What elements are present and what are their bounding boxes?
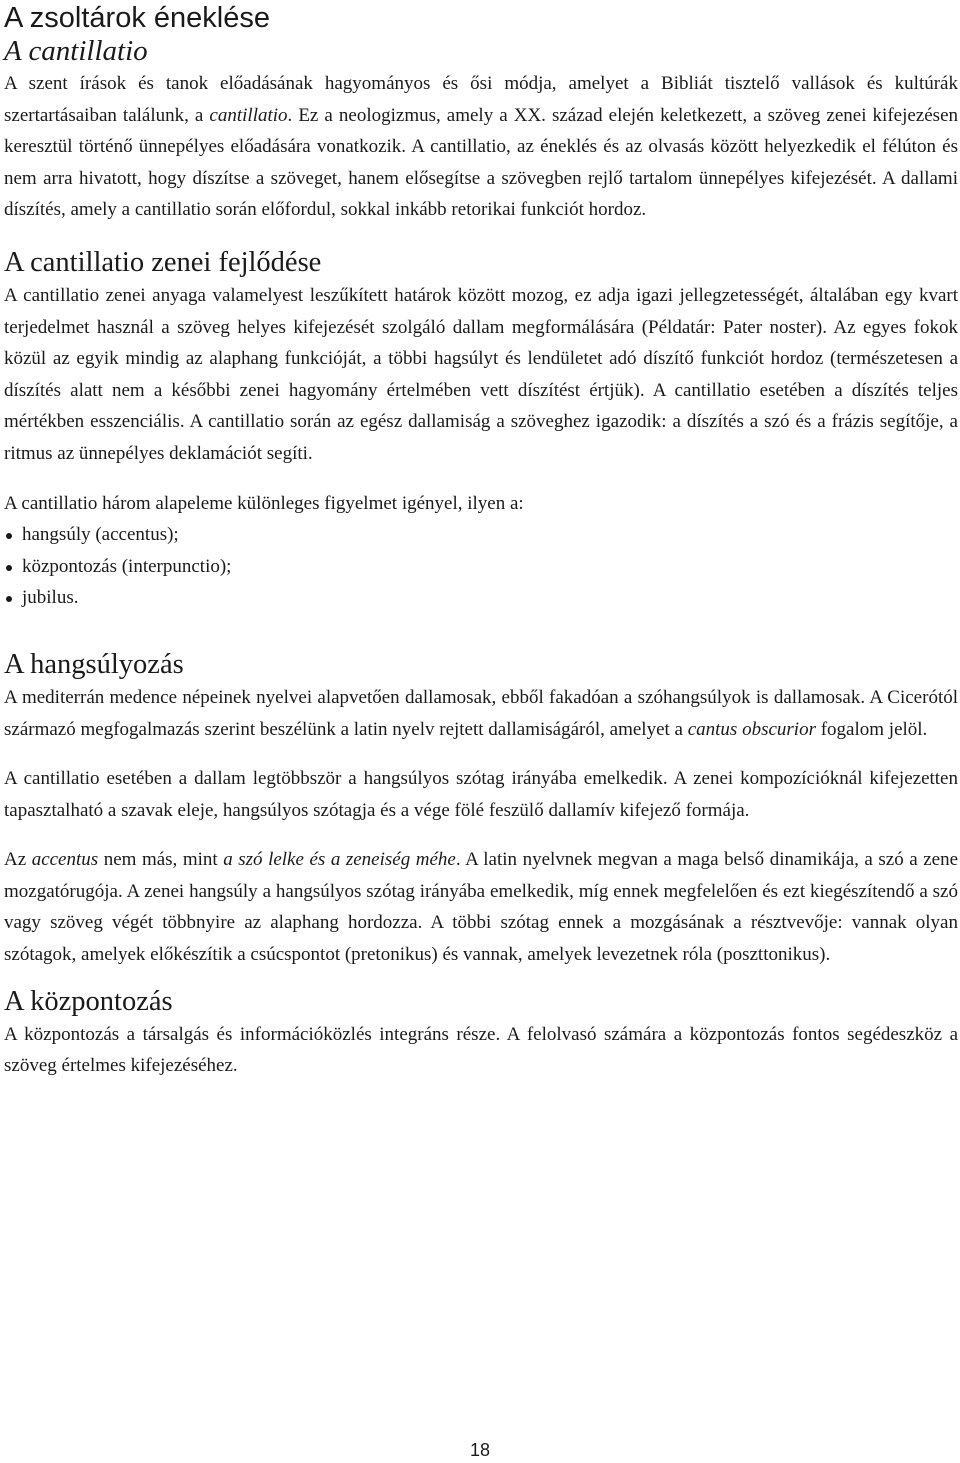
term-cantus-obscurior: cantus obscurior	[687, 718, 816, 740]
term-cantillatio: cantillatio	[209, 104, 288, 126]
document-page	[4, 0, 958, 1082]
section-heading-zenei-fejlodes: A cantillatio zenei fejlődése	[4, 246, 322, 278]
list-item: központozás (interpunctio);	[4, 551, 958, 583]
section-heading-kozpontozas: A központozás	[4, 985, 173, 1017]
paragraph-mediterran: A mediterrán medence népeinek nyelvei alapvetően dallamosak, ebből fakadóan a szóhangsúlyok is dallamosak. A Cicerótól származó megfogalmazás szerint beszélünk a latin nyelv rejtett dallamiságáról, amelyet a cantus obscurior fogalom jelöl.	[4, 686, 958, 740]
list-item: jubilus.	[4, 582, 958, 614]
list-item: hangsúly (accentus);	[4, 519, 958, 551]
section-heading-cantillatio: A cantillatio	[4, 35, 148, 67]
page-number: 18	[469, 1440, 491, 1460]
paragraph-harom-alapelem: A cantillatio három alapeleme különleges figyelmet igényel, ilyen a:	[4, 492, 524, 514]
alapelem-list	[4, 519, 958, 614]
paragraph-accentus: Az accentus nem más, mint a szó lelke és a zeneiség méhe. A latin nyelvnek megvan a maga belső dinamikája, a szó a zene mozgatórugója. A zenei hangsúly a hangsúlyos szótag irányába emelkedik, míg ennek megfelelően és ezt kiegészítendő a szó vagy szöveg végét többnyire az alaphang hordozza. A többi szótag ennek a mozgásának a résztvevője: vannak olyan szótagok, amelyek előkészítik a csúcspontot (pretonikus) és vannak, amelyek levezetnek róla (poszttonikus).	[4, 849, 959, 966]
paragraph-kozpontozas: A központozás a társalgás és információközlés integráns része. A felolvasó számára a központozás fontos segédeszköz a szöveg értelmes kifejezéséhez.	[4, 1023, 958, 1077]
paragraph-dallam-emelkedik: A cantillatio esetében a dallam legtöbbször a hangsúlyos szótag irányába emelkedik. A zenei kompozícióknál kifejezetten tapasztalható a szavak eleje, hangsúlyos szótagja és a vége fölé feszülő dallamív kifejező formája.	[4, 768, 958, 821]
paragraph-zenei-anyag: A cantillatio zenei anyaga valamelyest leszűkített határok között mozog, ez adja igazi jellegzetességét, általában egy kvart terjedelmet használ a szöveg helyes kifejezését szolgáló dallam megformálására (Példatár: Pater noster). Az egyes fokok közül az egyik mindig az alaphang funkcióját, a többi hagsúlyt és lendületet adó díszítő funkciót hordoz (természetesen a díszítés alatt nem a későbbi zenei hagyomány értelmében vett díszítést értjük). A cantillatio esetében a díszítés teljes mértékben esszenciális. A cantillatio során az egész dallamiság a szöveghez igazodik: a díszítés a szó és a frázis segítője, a ritmus az ünnepélyes deklamációt segíti.	[4, 284, 958, 464]
document-title: A zsoltárok éneklése	[4, 2, 270, 34]
term-accentus: accentus	[31, 849, 99, 871]
section-heading-hangsulyozas: A hangsúlyozás	[4, 648, 184, 680]
term-szo-lelke: a szó lelke és a zeneiség méhe	[223, 849, 456, 871]
paragraph-cantillatio-intro: A szent írások és tanok előadásának hagyományos és ősi módja, amelyet a Bibliát tisztelő vallások és kultúrák szertartásaiban találunk, a cantillatio. Ez a neologizmus, amely a XX. század elején keletkezett, a szöveg zenei kifejezésen keresztül történő ünnepélyes előadására vonatkozik. A cantillatio, az éneklés és az olvasás között helyezkedik el félúton és nem arra hivatott, hogy díszítse a szöveget, hanem elősegítse a szövegben rejlő tartalom ünnepélyes kifejezését. A dallami díszítés, amely a cantillatio során előfordul, sokkal inkább retorikai funkciót hordoz.	[4, 73, 959, 221]
